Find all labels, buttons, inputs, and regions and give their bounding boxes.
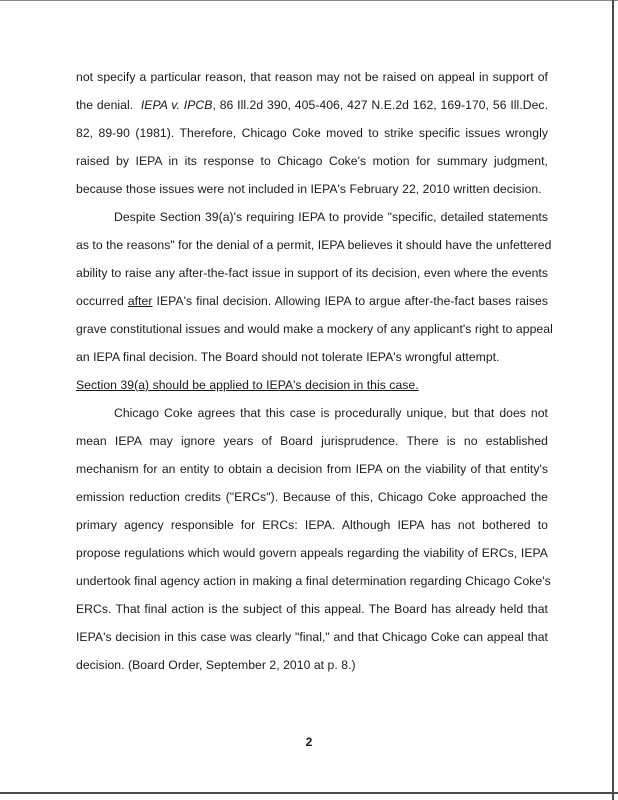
text-line (76, 126, 548, 140)
text-line (114, 210, 548, 224)
text-line (76, 70, 548, 84)
text-span: not specify a particular reason, that reason may not be raised on appeal in support of (76, 70, 548, 84)
case-citation: IEPA v. IPCB (140, 98, 213, 112)
text-line (76, 462, 548, 476)
text-span: raised by IEPA in its response to Chicago Coke's motion for summary judgment, (76, 154, 548, 168)
section-heading (76, 378, 548, 392)
text-line (76, 350, 548, 364)
text-line (114, 406, 548, 420)
text-span: undertook final agency action in making a final determination regarding Chicago Coke's (76, 574, 551, 588)
text-line (76, 266, 548, 280)
text-span: grave constitutional issues and would make a mockery of any applicant's right to appeal (76, 322, 553, 336)
scan-edge-bottom (0, 792, 618, 794)
text-span: , 86 Ill.2d 390, 405-406, 427 N.E.2d 162, 169-170, 56 Ill.Dec. (212, 98, 549, 112)
emphasis-after: after (127, 294, 153, 308)
text-span: primary agency responsible for ERCs: IEPA. Although IEPA has not bothered to (76, 518, 548, 532)
text-line (76, 182, 548, 196)
text-span: mean IEPA may ignore years of Board jurisprudence. There is no established (76, 434, 548, 448)
text-span: emission reduction credits ("ERCs"). Because of this, Chicago Coke approached the (76, 490, 548, 504)
text-line (76, 294, 548, 308)
text-line (76, 434, 548, 448)
text-line (76, 322, 553, 336)
text-span: an IEPA final decision. The Board should not tolerate IEPA's wrongful attempt. (76, 350, 500, 364)
text-span: mechanism for an entity to obtain a decision from IEPA on the viability of that entity's (76, 462, 548, 476)
text-line (76, 238, 552, 252)
heading-text: Section 39(a) should be applied to IEPA's decision in this case. (76, 378, 419, 392)
text-span: the denial. (76, 98, 134, 112)
text-span: 82, 89-90 (1981). Therefore, Chicago Coke moved to strike specific issues wrongly (76, 126, 548, 140)
scan-edge-top (0, 0, 618, 1)
text-line (76, 518, 548, 532)
text-span: Despite Section 39(a)'s requiring IEPA to provide "specific, detailed statements (114, 210, 548, 224)
text-span: ability to raise any after-the-fact issue in support of its decision, even where the events (76, 266, 548, 280)
text-line (76, 574, 551, 588)
text-span: Chicago Coke agrees that this case is procedurally unique, but that does not (114, 406, 548, 420)
text-span: ERCs. That final action is the subject of this appeal. The Board has already held that (76, 602, 548, 616)
text-span: because those issues were not included in IEPA's February 22, 2010 written decision. (76, 182, 542, 196)
text-line (76, 658, 548, 672)
text-span: propose regulations which would govern appeals regarding the viability of ERCs, IEPA (76, 546, 548, 560)
page-number: 2 (305, 735, 313, 749)
text-line (76, 154, 548, 168)
scan-edge-right (612, 0, 614, 800)
text-span: decision. (Board Order, September 2, 2010 at p. 8.) (76, 658, 356, 672)
text-line (76, 98, 548, 112)
text-span: as to the reasons" for the denial of a permit, IEPA believes it should have the unfettered (76, 238, 552, 252)
text-line (76, 602, 548, 616)
text-span: IEPA's final decision. Allowing IEPA to argue after-the-fact bases raises (156, 294, 549, 308)
text-line (76, 546, 548, 560)
text-line (76, 630, 548, 644)
text-span: occurred (76, 294, 124, 308)
text-line (76, 490, 548, 504)
text-span: IEPA's decision in this case was clearly "final," and that Chicago Coke can appeal that (76, 630, 548, 644)
